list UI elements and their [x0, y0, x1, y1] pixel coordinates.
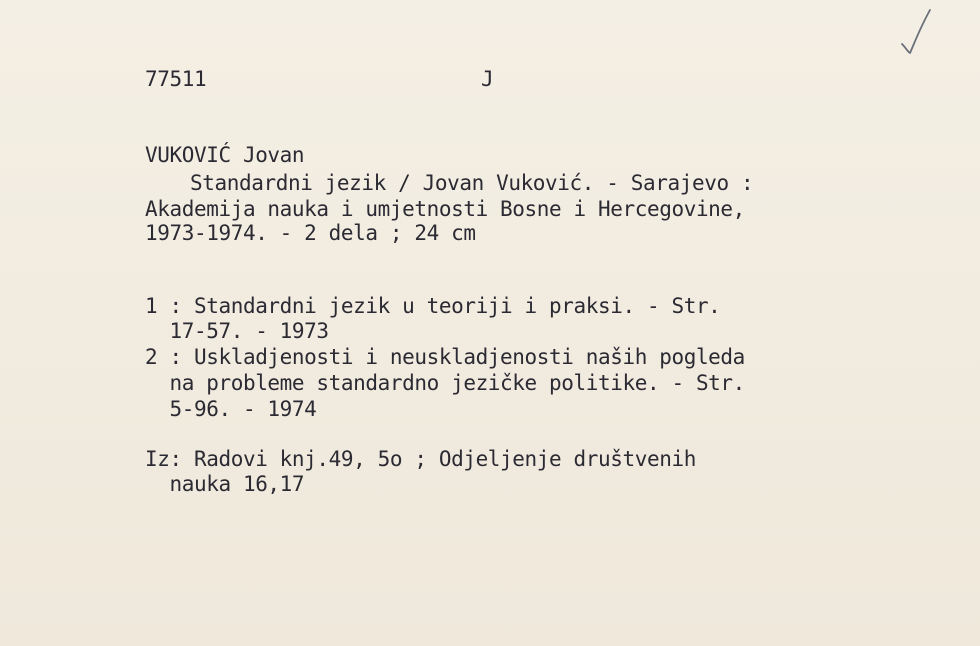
title-line: Akademija nauka i umjetnosti Bosne i Hercegovine,	[145, 197, 745, 221]
title-line: 1973-1974. - 2 dela ; 24 cm	[145, 221, 476, 245]
part-line: na probleme standardno jezičke politike. - Str.	[145, 371, 745, 395]
accession-number: 77511	[145, 67, 207, 91]
title-line: Standardni jezik / Jovan Vuković. - Sarajevo :	[190, 171, 754, 195]
part-line: 5-96. - 1974	[145, 397, 317, 421]
part-line: 1 : Standardni jezik u teoriji i praksi. - Str.	[145, 294, 721, 318]
source-line: nauka 16,17	[145, 472, 305, 496]
author-heading: VUKOVIĆ Jovan	[145, 143, 305, 167]
part-line: 2 : Uskladjenosti i neuskladjenosti naših pogleda	[145, 345, 745, 369]
part-line: 17-57. - 1973	[145, 319, 329, 343]
source-line: Iz: Radovi knj.49, 5o ; Odjeljenje društvenih	[145, 447, 696, 471]
handwritten-checkmark-icon	[898, 6, 938, 56]
shelf-letter: J	[481, 67, 494, 91]
